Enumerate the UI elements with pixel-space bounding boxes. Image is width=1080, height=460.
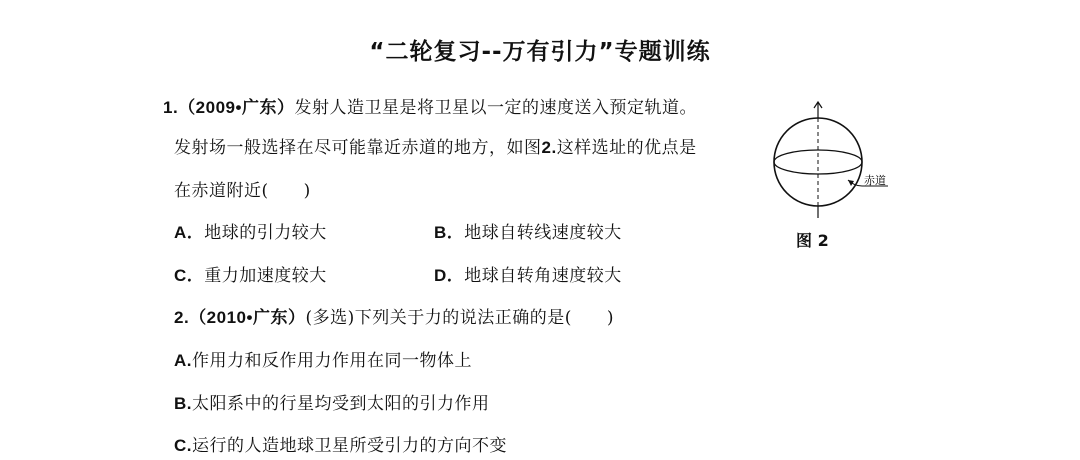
option-letter: A． [174, 223, 205, 242]
question-1-option-d [434, 261, 622, 286]
option-letter: B． [434, 223, 465, 242]
question-1-text-2a: 发射场一般选择在尽可能靠近赤道的地方，如图 [174, 138, 542, 158]
option-letter: D． [434, 266, 465, 285]
page-title: “二轮复习--万有引力”专题训练 [369, 39, 711, 65]
question-1-source: （2009•广东） [178, 98, 295, 117]
option-letter: C. [174, 436, 192, 455]
question-1-number: 1. [163, 98, 179, 117]
option-text: 地球自转角速度较大 [464, 266, 622, 286]
question-1-line-3: 在赤道附近( ) [174, 181, 311, 201]
question-1-text-2b: 这样选址的优点是 [556, 138, 697, 158]
question-2-option-c [174, 431, 507, 456]
option-letter: A. [174, 351, 192, 370]
question-1-option-c [174, 261, 327, 286]
question-1-option-a [174, 218, 327, 243]
option-text: 运行的人造地球卫星所受引力的方向不变 [192, 436, 507, 456]
question-2-option-a [174, 346, 472, 371]
option-text: 重力加速度较大 [204, 266, 327, 286]
option-text: 地球的引力较大 [204, 223, 327, 243]
option-text: 地球自转线速度较大 [464, 223, 622, 243]
question-1-text-1: 发射人造卫星是将卫星以一定的速度送入预定轨道。 [294, 98, 697, 118]
question-1-option-b [434, 218, 622, 243]
globe-equator-icon [770, 100, 920, 250]
option-text: 太阳系中的行星均受到太阳的引力作用 [192, 394, 490, 414]
question-2-source: （2010•广东） [189, 308, 306, 327]
question-1-line-1 [163, 93, 697, 118]
question-2-option-b [174, 389, 490, 414]
option-letter: B. [174, 394, 192, 413]
option-letter: C． [174, 266, 205, 285]
option-text: 作用力和反作用力作用在同一物体上 [192, 351, 472, 371]
question-2-text-1: (多选)下列关于力的说法正确的是( ) [305, 308, 614, 328]
question-2-line-1 [174, 303, 614, 328]
question-2-number: 2. [174, 308, 190, 327]
figure-caption: 图 2 [796, 231, 829, 250]
question-1-figure-ref: 2. [541, 138, 557, 157]
question-1-line-2 [174, 133, 697, 158]
equator-label: 赤道 [864, 174, 886, 187]
